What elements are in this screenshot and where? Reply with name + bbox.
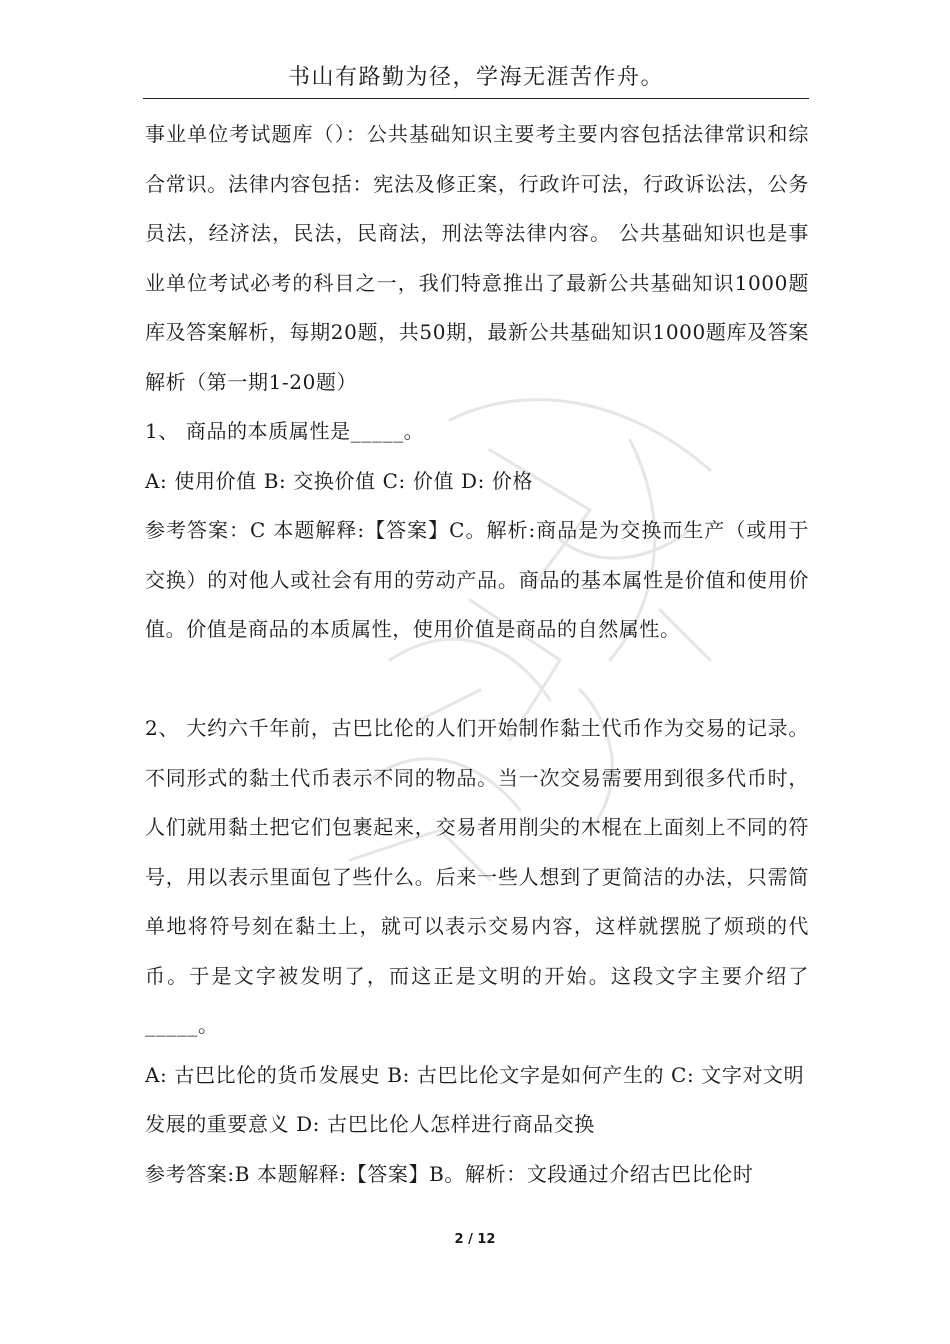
intro-paragraph: 事业单位考试题库（）：公共基础知识主要考主要内容包括法律常识和综合常识。法律内容包括：宪法及修正案，行政许可法，行政诉讼法，公务员法，经济法，民法，民商法，刑法等法律内容。 公共基础知识也是事业单位考试必考的科目之一，我们特意推出了最新公共基础知识1000题库及答案解析，每期20题，共50期，最新公共基础知识1000题库及答案解析（第一期1-20题） [145, 122, 809, 394]
page-number: 2 / 12 [454, 1232, 496, 1247]
question-2 [145, 704, 809, 1199]
document-body [145, 110, 809, 1199]
header-motto: 书山有路勤为径，学海无涯苦作舟。 [287, 65, 664, 90]
blank-line [145, 655, 809, 705]
question-stem: 2、 大约六千年前，古巴比伦的人们开始制作黏土代币作为交易的记录。不同形式的黏土代币表示不同的物品。当一次交易需要用到很多代币时，人们就用黏土把它们包裹起来，交易者用削尖的木棍在上面刻上不同的符号，用以表示里面包了些什么。后来一些人想到了更简洁的办法，只需简单地将符号刻在黏土上，就可以表示交易内容，这样就摆脱了烦琐的代币。于是文字被发明了，而这正是文明的开始。这段文字主要介绍了_____。 [145, 716, 809, 1037]
question-stem: 1、 商品的本质属性是_____。 [145, 419, 425, 443]
question-options: A: 使用价值 B: 交换价值 C: 价值 D: 价格 [145, 468, 534, 493]
question-1 [145, 407, 809, 655]
question-options: A: 古巴比伦的货币发展史 B: 古巴比伦文字是如何产生的 C: 文字对文明发展的重要意义 D: 古巴比伦人怎样进行商品交换 [145, 1062, 805, 1136]
header-divider [143, 98, 809, 99]
question-answer: 参考答案：C 本题解释:【答案】C。解析:商品是为交换而生产（或用于交换）的对他人或社会有用的劳动产品。商品的基本属性是价值和使用价值。价值是商品的本质属性，使用价值是商品的自然属性。 [145, 518, 809, 641]
question-answer: 参考答案:B 本题解释:【答案】B。解析：文段通过介绍古巴比伦时 [145, 1161, 754, 1186]
